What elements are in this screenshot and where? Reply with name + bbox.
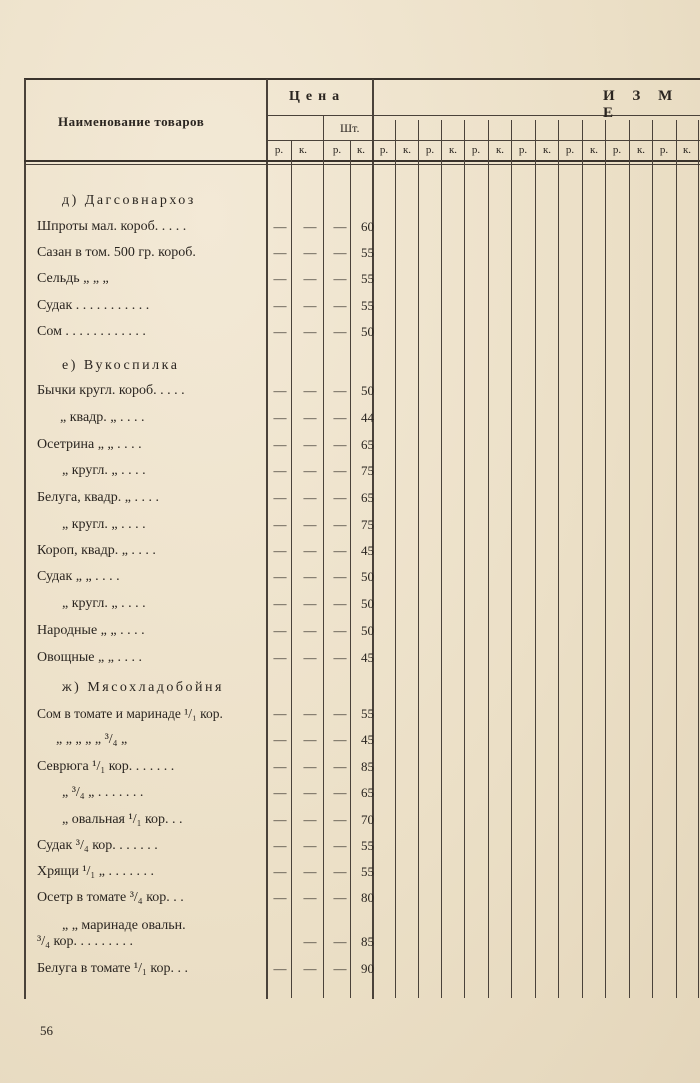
change-col-line — [418, 120, 419, 998]
price-dashes: — — [303, 410, 317, 425]
price-dashes: — — [273, 324, 287, 339]
product-name: Осетрина „ „ . . . . — [37, 437, 142, 452]
page-number: 56 — [40, 1023, 53, 1038]
unit-kop: к. — [356, 144, 366, 156]
product-name: „ кругл. „ . . . . — [62, 517, 146, 532]
product-name: Народные „ „ . . . . — [37, 623, 145, 638]
price-dashes: — — [333, 324, 347, 339]
price-kop: 50 — [361, 383, 374, 398]
price-kop: 50 — [361, 623, 374, 638]
product-name: Севрюга ¹/₁ кор. . . . . . . — [37, 759, 175, 774]
price-dashes: — — [303, 271, 317, 286]
price-dashes: — — [273, 569, 287, 584]
price-dashes: — — [303, 383, 317, 398]
price-dashes: — — [273, 219, 287, 234]
section-title: д) Дагсовнархоз — [62, 193, 196, 208]
price-kop: 70 — [361, 812, 374, 827]
price-dashes: — — [303, 569, 317, 584]
product-name: „ кругл. „ . . . . — [62, 596, 146, 611]
price-dashes: — — [273, 490, 287, 505]
price-dashes: — — [333, 732, 347, 747]
price-dashes: — — [303, 785, 317, 800]
change-col-line — [535, 120, 536, 998]
product-name: Короп, квадр. „ . . . . — [37, 543, 156, 558]
price-dashes: — — [303, 219, 317, 234]
unit-rub: р. — [659, 144, 669, 156]
price-dashes: — — [333, 543, 347, 558]
product-name: „ овальная ¹/₁ кор. . . — [62, 812, 183, 827]
price-dashes: — — [333, 517, 347, 532]
change-col-line — [488, 120, 489, 998]
product-name: Судак ³/₄ кор. . . . . . . — [37, 838, 158, 853]
unit-kop: к. — [636, 144, 646, 156]
price-dashes: — — [303, 864, 317, 879]
header-bottom-line — [24, 160, 700, 162]
product-name-continued: ³/₄ кор. . . . . . . . . — [37, 934, 134, 949]
product-name: Сом в томате и маринаде ¹/₁ кор. — [37, 706, 223, 721]
price-dashes: — — [273, 759, 287, 774]
section-title: ж) Мясохладобойня — [62, 680, 224, 695]
change-col-line — [582, 120, 583, 998]
product-name: Шпроты мал. короб. . . . . — [37, 219, 187, 234]
price-dashes: — — [333, 650, 347, 665]
price-col-line — [323, 116, 324, 998]
price-kop: 50 — [361, 324, 374, 339]
price-dashes: — — [303, 650, 317, 665]
product-name: Сельдь „ „ „ — [37, 271, 109, 286]
change-col-line — [605, 120, 606, 998]
price-dashes: — — [333, 437, 347, 452]
price-kop: 44 — [361, 410, 374, 425]
product-name: Сазан в том. 500 гр. короб. — [37, 245, 196, 260]
table-top-border — [24, 78, 700, 80]
price-dashes: — — [303, 543, 317, 558]
unit-rub: р. — [565, 144, 575, 156]
price-kop: 75 — [361, 517, 374, 532]
price-dashes: — — [303, 437, 317, 452]
price-dashes: — — [273, 596, 287, 611]
product-name: Хрящи ¹/₁ „ . . . . . . . — [37, 864, 155, 879]
price-kop: 75 — [361, 463, 374, 478]
price-dashes: — — [333, 623, 347, 638]
price-kop: 65 — [361, 437, 374, 452]
product-name: Овощные „ „ . . . . — [37, 650, 142, 665]
price-dashes: — — [333, 706, 347, 721]
price-dashes: — — [273, 732, 287, 747]
unit-kop: к. — [402, 144, 412, 156]
price-dashes: — — [303, 463, 317, 478]
price-dashes: — — [273, 890, 287, 905]
price-dashes: — — [333, 298, 347, 313]
price-dashes: — — [273, 650, 287, 665]
price-dashes: — — [273, 543, 287, 558]
price-dashes: — — [333, 219, 347, 234]
price-dashes: — — [333, 838, 347, 853]
price-dashes: — — [273, 463, 287, 478]
header-bottom-line-2 — [24, 164, 700, 165]
price-dashes: — — [303, 596, 317, 611]
price-dashes: — — [333, 490, 347, 505]
price-dashes: — — [273, 838, 287, 853]
price-dashes: — — [273, 271, 287, 286]
unit-rub: р. — [518, 144, 528, 156]
unit-rub: р. — [332, 144, 342, 156]
price-kop: 60 — [361, 219, 374, 234]
product-name: Судак „ „ . . . . — [37, 569, 120, 584]
unit-kop: к. — [448, 144, 458, 156]
change-col-line — [698, 120, 699, 998]
price-dashes: — — [333, 961, 347, 976]
price-dashes: — — [273, 298, 287, 313]
unit-header-line — [266, 140, 700, 141]
price-dashes: — — [333, 864, 347, 879]
change-col-line — [464, 120, 465, 998]
price-dashes: — — [273, 410, 287, 425]
unit-kop: к. — [495, 144, 505, 156]
price-dashes: — — [303, 298, 317, 313]
change-col-line — [441, 120, 442, 998]
price-dashes: — — [333, 271, 347, 286]
price-dashes: — — [273, 517, 287, 532]
price-dashes: — — [303, 623, 317, 638]
per-piece-header: Шт. — [340, 121, 360, 135]
price-kop: 55 — [361, 838, 374, 853]
price-kop: 55 — [361, 706, 374, 721]
price-kop: 45 — [361, 650, 374, 665]
unit-kop: к. — [589, 144, 599, 156]
price-dashes: — — [303, 517, 317, 532]
price-dashes: — — [333, 463, 347, 478]
price-dashes: — — [303, 732, 317, 747]
price-dashes: — — [303, 812, 317, 827]
unit-kop: к. — [682, 144, 692, 156]
price-dashes: — — [303, 838, 317, 853]
product-name: „ ³/₄ „ . . . . . . . — [62, 785, 144, 800]
price-dashes: — — [303, 490, 317, 505]
price-dashes: — — [303, 759, 317, 774]
price-kop: 85 — [361, 759, 374, 774]
price-kop: 50 — [361, 596, 374, 611]
unit-rub: р. — [471, 144, 481, 156]
product-name: Бычки кругл. короб. . . . . — [37, 383, 185, 398]
price-dashes: — — [273, 437, 287, 452]
unit-kop: к. — [298, 144, 308, 156]
price-dashes: — — [303, 961, 317, 976]
price-kop: 90 — [361, 961, 374, 976]
price-dashes: — — [273, 864, 287, 879]
price-dashes: — — [333, 245, 347, 260]
change-col-line — [395, 120, 396, 998]
price-dashes: — — [273, 785, 287, 800]
price-kop: 45 — [361, 543, 374, 558]
price-kop: 55 — [361, 864, 374, 879]
price-dashes: — — [273, 812, 287, 827]
price-kop: 45 — [361, 732, 374, 747]
price-dashes: — — [273, 383, 287, 398]
price-dashes: — — [333, 890, 347, 905]
price-dashes: — — [273, 961, 287, 976]
change-column-header: И З М Е — [603, 88, 680, 121]
price-column-header: Цена — [289, 89, 346, 104]
price-kop: 65 — [361, 490, 374, 505]
price-dashes: — — [333, 785, 347, 800]
change-col-line — [652, 120, 653, 998]
product-name: Судак . . . . . . . . . . . — [37, 298, 150, 313]
product-name: „ кругл. „ . . . . — [62, 463, 146, 478]
price-dashes: — — [303, 706, 317, 721]
change-col-line — [511, 120, 512, 998]
product-name: Белуга, квадр. „ . . . . — [37, 490, 159, 505]
unit-rub: р. — [612, 144, 622, 156]
price-dashes: — — [333, 410, 347, 425]
unit-rub: р. — [425, 144, 435, 156]
product-name: Осетр в томате ³/₄ кор. . . — [37, 890, 184, 905]
price-dashes: — — [273, 623, 287, 638]
change-col-line — [558, 120, 559, 998]
price-kop: 65 — [361, 785, 374, 800]
unit-kop: к. — [542, 144, 552, 156]
product-name: „ „ „ „ „ ³/₄ „ — [56, 732, 128, 747]
unit-rub: р. — [379, 144, 389, 156]
price-dashes: — — [333, 596, 347, 611]
price-kop: 85 — [361, 934, 374, 949]
table-left-border — [24, 79, 26, 999]
price-dashes: — — [303, 324, 317, 339]
price-dashes: — — [303, 245, 317, 260]
product-name: „ „ маринаде овальн. — [62, 918, 186, 933]
price-dashes: — — [333, 812, 347, 827]
product-name: „ квадр. „ . . . . — [60, 410, 145, 425]
price-column-divider — [372, 79, 374, 999]
price-kop: 80 — [361, 890, 374, 905]
price-dashes: — — [303, 934, 317, 949]
price-kop: 55 — [361, 271, 374, 286]
product-name: Белуга в томате ¹/₁ кор. . . — [37, 961, 188, 976]
unit-rub: р. — [274, 144, 284, 156]
product-name: Сом . . . . . . . . . . . . — [37, 324, 146, 339]
price-dashes: — — [333, 569, 347, 584]
name-column-header: Наименование товаров — [58, 114, 205, 129]
price-dashes: — — [333, 934, 347, 949]
price-dashes: — — [333, 759, 347, 774]
name-column-divider — [266, 79, 268, 999]
price-kop: 55 — [361, 245, 374, 260]
price-kop: 55 — [361, 298, 374, 313]
price-dashes: — — [273, 706, 287, 721]
change-col-line — [676, 120, 677, 998]
price-dashes: — — [333, 383, 347, 398]
section-title: е) Вукоспилка — [62, 358, 180, 373]
price-dashes: — — [303, 890, 317, 905]
change-col-line — [629, 120, 630, 998]
price-kop: 50 — [361, 569, 374, 584]
price-dashes: — — [273, 245, 287, 260]
